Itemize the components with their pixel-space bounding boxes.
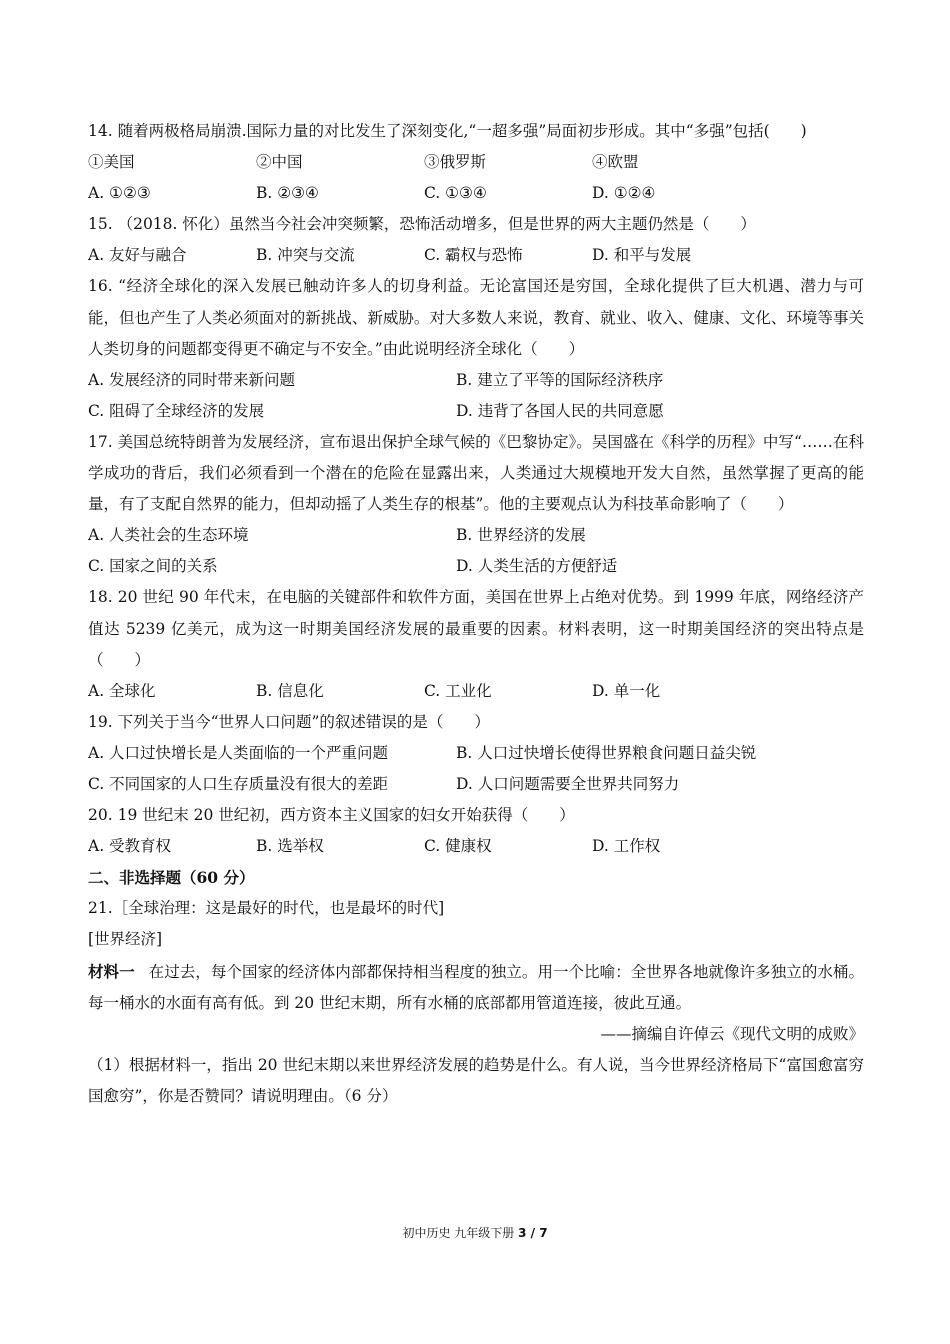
material-1-text: 在过去，每个国家的经济体内部都保持相当程度的独立。用一个比喻：全世界各地就像许多独立的水桶。每一桶水的水面有高有低。到 20 世纪末期，所有水桶的底部都用管道连接，彼此互通。 xyxy=(88,962,864,1012)
item: ④欧盟 xyxy=(592,153,639,172)
question-16-options-row2 xyxy=(88,396,864,427)
section-heading: 二、非选择题（60 分） xyxy=(88,868,255,888)
question-16-options-row1 xyxy=(88,365,864,396)
exam-page xyxy=(88,116,864,1112)
material-1-label: 材料一 xyxy=(88,961,135,981)
question-18-stem: 18. 20 世纪 90 年代末，在电脑的关键部件和软件方面，美国在世界上占绝对优势。到 1999 年底，网络经济产值达 5239 亿美元，成为这一时期美国经济发展的最重要的因素。材料表明，这一时期美国经济的突出特点是（ ） xyxy=(88,588,864,669)
option-a: A. 受教育权 xyxy=(88,837,172,856)
option-c: C. 健康权 xyxy=(424,837,492,856)
option-d: D. 人类生活的方便舒适 xyxy=(456,557,618,576)
option-d: D. 工作权 xyxy=(592,837,661,856)
question-14-stem: 14. 随着两极格局崩溃.国际力量的对比发生了深刻变化,“一超多强”局面初步形成。其中“多强”包括( ) xyxy=(88,122,807,140)
option-b: B. ②③④ xyxy=(256,184,319,203)
option-c: C. 国家之间的关系 xyxy=(88,557,218,576)
option-c: C. ①③④ xyxy=(424,184,487,203)
question-21-1: （1）根据材料一，指出 20 世纪末期以来世界经济发展的趋势是什么。有人说，当今世界经济格局下“富国愈富穷国愈穷”，你是否赞同？请说明理由。（6 分） xyxy=(88,1055,864,1105)
option-d: D. 违背了各国人民的共同意愿 xyxy=(456,401,664,420)
option-b: B. 世界经济的发展 xyxy=(456,526,586,545)
option-a: A. 人口过快增长是人类面临的一个严重问题 xyxy=(88,743,389,762)
option-a: A. 发展经济的同时带来新问题 xyxy=(88,370,296,389)
question-20-stem: 20. 19 世纪末 20 世纪初，西方资本主义国家的妇女开始获得（ ） xyxy=(88,806,575,825)
option-c: C. 不同国家的人口生存质量没有很大的差距 xyxy=(88,774,389,793)
option-a: A. 人类社会的生态环境 xyxy=(88,526,249,545)
material-1 xyxy=(88,956,864,1019)
option-c: C. 工业化 xyxy=(424,681,492,700)
sub-title: [世界经济] xyxy=(88,930,163,949)
question-17-stem: 17. 美国总统特朗普为发展经济，宣布退出保护全球气候的《巴黎协定》。吴国盛在《科学的历程》中写“……在科学成功的背后，我们必须看到一个潜在的危险在显露出来，人类通过大规模地开发大自然，虽然掌握了更高的能量，有了支配自然界的能力，但却动摇了人类生存的根基”。他的主要观点认为科技革命影响了（ ） xyxy=(88,432,864,514)
question-19-options-row1 xyxy=(88,738,864,769)
option-c: C. 霸权与恐怖 xyxy=(424,246,523,265)
option-d: D. 人口问题需要全世界共同努力 xyxy=(456,774,680,793)
page-footer xyxy=(0,1224,950,1241)
question-18-options xyxy=(88,676,864,707)
option-b: B. 选举权 xyxy=(256,837,324,856)
option-b: B. 建立了平等的国际经济秩序 xyxy=(456,370,664,389)
item: ①美国 xyxy=(88,153,135,172)
question-19-options-row2 xyxy=(88,769,864,800)
option-c: C. 阻碍了全球经济的发展 xyxy=(88,401,265,420)
question-19-stem: 19. 下列关于当今“世界人口问题”的叙述错误的是（ ） xyxy=(88,712,490,731)
question-14-items xyxy=(88,147,864,178)
question-17-options-row1 xyxy=(88,520,864,551)
question-21-title: 21.［全球治理：这是最好的时代，也是最坏的时代] xyxy=(88,899,445,918)
question-17-options-row2 xyxy=(88,551,864,582)
question-15-options xyxy=(88,240,864,271)
option-a: A. 全球化 xyxy=(88,681,156,700)
option-b: B. 信息化 xyxy=(256,681,324,700)
footer-subject: 初中历史 九年级下册 xyxy=(402,1226,515,1240)
question-16-stem: 16. “经济全球化的深入发展已触动许多人的切身利益。无论富国还是穷国，全球化提供了巨大机遇、潜力与可能，但也产生了人类必须面对的新挑战、新威胁。对大多数人来说，教育、就业、收入、健康、文化、环境等事关人类切身的问题都变得更不确定与不安全。”由此说明经济全球化（ ） xyxy=(88,277,864,358)
option-a: A. ①②③ xyxy=(88,184,151,203)
question-15-stem: 15. （2018. 怀化）虽然当今社会冲突频繁，恐怖活动增多，但是世界的两大主题仍然是（ ） xyxy=(88,215,756,234)
item: ③俄罗斯 xyxy=(424,153,487,172)
option-d: D. 单一化 xyxy=(592,681,661,700)
question-20-options xyxy=(88,831,864,862)
material-1-source: ——摘编自许倬云《现代文明的成败》 xyxy=(600,1024,864,1043)
option-b: B. 人口过快增长使得世界粮食问题日益尖锐 xyxy=(456,743,757,762)
item: ②中国 xyxy=(256,153,303,172)
option-d: D. 和平与发展 xyxy=(592,246,692,265)
option-d: D. ①②④ xyxy=(592,184,656,203)
option-a: A. 友好与融合 xyxy=(88,246,187,265)
question-14-options xyxy=(88,178,864,209)
option-b: B. 冲突与交流 xyxy=(256,246,355,265)
page-number: 3 / 7 xyxy=(518,1226,548,1240)
